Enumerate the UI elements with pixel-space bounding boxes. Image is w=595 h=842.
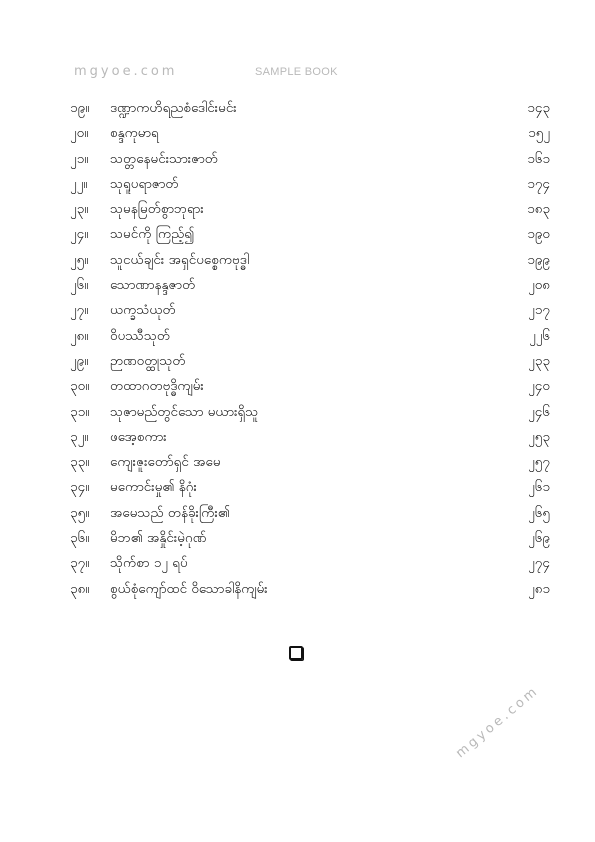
watermark-top: mgyoe.com <box>74 64 178 79</box>
toc-title: ယက္ခသံယုတ် <box>110 302 176 319</box>
toc-row <box>70 273 550 298</box>
toc-title: သတ္တနေမင်းသားဇာတ် <box>110 150 218 167</box>
toc-title: သမင်ကို ကြည့်၍ <box>110 226 195 243</box>
toc-number: ၃၃။ <box>70 454 90 471</box>
toc-number: ၂၇။ <box>70 302 89 319</box>
toc-row <box>70 526 550 551</box>
toc-number: ၃၈။ <box>70 580 90 597</box>
toc-page-number: ၂၅၇ <box>528 454 550 471</box>
toc-title: သုဇာမည်တွင်သော မယားရှိသူ <box>110 403 259 420</box>
toc-number: ၁၉။ <box>70 100 90 116</box>
toc-page-number: ၂၄၀ <box>528 378 550 395</box>
toc-row <box>70 475 550 500</box>
toc-page-number: ၂၆၅ <box>528 504 550 521</box>
toc-row <box>70 450 550 475</box>
end-marker-icon <box>289 646 303 660</box>
toc-number: ၂၈။ <box>70 327 89 344</box>
toc-number: ၂၂။ <box>70 175 88 192</box>
toc-row <box>70 298 550 323</box>
toc-title: သုမနမြတ်စွာဘုရား <box>110 201 204 218</box>
toc-number: ၂၀။ <box>70 125 89 142</box>
toc-title: သောဏာနန္ဒဇာတ် <box>110 277 196 294</box>
toc-page-number: ၂၄၆ <box>528 403 550 420</box>
toc-number: ၃၁။ <box>70 403 90 420</box>
toc-page-number: ၂၀၈ <box>528 277 550 294</box>
toc-row <box>70 374 550 399</box>
toc-page-number: ၁၆၁ <box>527 150 550 167</box>
toc-number: ၃၇။ <box>70 555 90 572</box>
toc-page-number: ၂၃၃ <box>528 352 550 369</box>
toc-title: သူငယ်ချင်း အရှင်ပစ္စေကဗုဒ္ဓါ <box>110 251 250 268</box>
toc-title: မိဘ၏ အနှိုင်းမဲ့ဂုဏ် <box>110 530 207 547</box>
watermark-diagonal: mgyoe.com <box>453 683 543 762</box>
toc-number: ၃၀။ <box>70 378 90 395</box>
toc-row <box>70 121 550 146</box>
toc-title: တထာဂတဗုဒ္ဓိကျမ်း <box>110 378 204 395</box>
toc-title: ဉာဏဝတ္ထုသုတ် <box>110 352 186 369</box>
toc-row <box>70 147 550 172</box>
toc-row <box>70 425 550 450</box>
toc-page-number: ၁၈၃ <box>527 201 550 218</box>
toc-row <box>70 551 550 576</box>
toc-title: မကောင်းမှု၏ နိဂုံး <box>110 479 197 496</box>
toc-page-number: ၁၅၂ <box>528 125 550 142</box>
toc-number: ၂၃။ <box>70 201 89 218</box>
toc-page-number: ၂၂၆ <box>529 327 550 344</box>
toc-page-number: ၂၆၉ <box>528 530 550 547</box>
toc-title: ကျေးဇူးတော်ရှင် အမေ <box>110 454 221 471</box>
toc-page-number: ၂၇၄ <box>528 555 550 572</box>
toc-row <box>70 324 550 349</box>
toc-number: ၃၄။ <box>70 479 90 496</box>
toc-page-number: ၁၇၄ <box>527 175 550 192</box>
toc-number: ၂၄။ <box>70 226 89 243</box>
toc-page-number: ၁၉၀ <box>527 226 550 243</box>
header-label: SAMPLE BOOK <box>255 66 338 78</box>
toc-row <box>70 400 550 425</box>
toc-page-number: ၁၉၉ <box>527 251 550 268</box>
toc-number: ၂၆။ <box>70 277 89 294</box>
toc-title: အမေသည် တန်ခိုးကြီး၏ <box>110 504 230 521</box>
toc-number: ၂၅။ <box>70 251 89 268</box>
toc-title: ဖအေ့စကား <box>110 428 167 445</box>
toc-row <box>70 248 550 273</box>
toc-row <box>70 172 550 197</box>
toc-title: စန္ဒကုမာရ <box>110 125 159 142</box>
toc-number: ၂၁။ <box>70 150 89 167</box>
toc-title: သိုက်စာ ၁၂ ရပ် <box>110 555 188 572</box>
toc-title: စွယ်စုံကျော်ထင် ဝိသောခါနိကျမ်း <box>110 580 268 597</box>
toc-number: ၃၆။ <box>70 530 90 547</box>
toc-page-number: ၂၁၇ <box>528 302 550 319</box>
toc-row <box>70 96 550 121</box>
toc-page-number: ၂၅၃ <box>528 428 550 445</box>
toc-number: ၃၅။ <box>70 504 90 521</box>
toc-title: ဝိပဿီသုတ် <box>110 327 171 344</box>
toc-row <box>70 349 550 374</box>
toc-row <box>70 222 550 247</box>
toc-page-number: ၂၈၁ <box>528 580 550 597</box>
toc-page-number: ၁၄၃ <box>527 100 550 116</box>
toc-page-number: ၂၆၁ <box>528 479 550 496</box>
toc-title: ဒဏ္ဍာကဟိရညစံဒေါင်းမင်း <box>110 100 237 116</box>
toc-row <box>70 197 550 222</box>
toc-number: ၂၉။ <box>70 352 89 369</box>
toc-row <box>70 501 550 526</box>
toc-title: သုရူပရာဇာတ် <box>110 175 179 192</box>
toc-row <box>70 577 550 602</box>
toc-number: ၃၂။ <box>70 428 89 445</box>
table-of-contents <box>70 96 550 602</box>
